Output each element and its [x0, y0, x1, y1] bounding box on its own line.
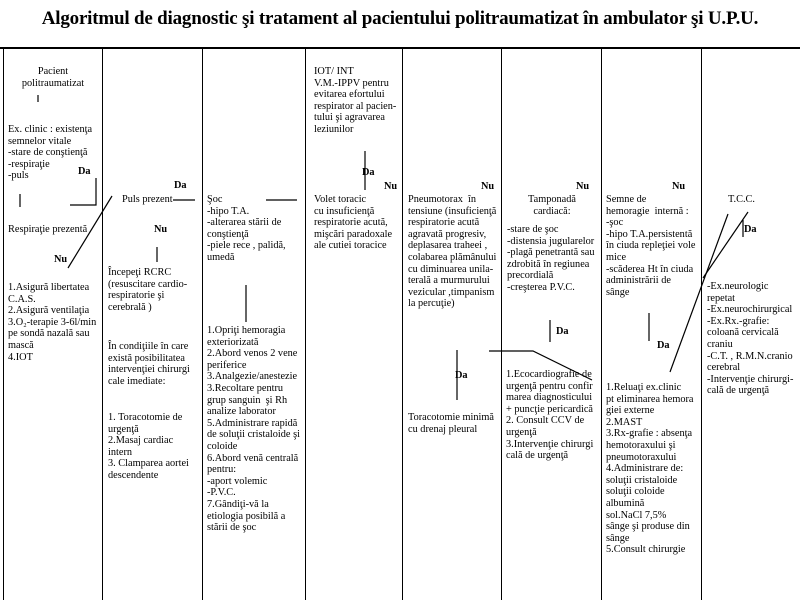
- tamponade-actions-text: 1.Ecocardiografie de urgenţă pentru confir marea diagnosticului + puncţie pericardică 2. Consult CCV de urgenţă 3.Intervenţie chirurgi cală de urgenţă: [506, 369, 594, 462]
- nu-label: Nu: [672, 181, 686, 192]
- da-label: Da: [556, 326, 569, 337]
- respiration-present-text: Respiraţie prezentă: [8, 224, 88, 235]
- clinical-exam-text: Ex. clinic : existenţa semnelor vitale -stare de conştienţă -respiraţie -puls: [8, 124, 93, 182]
- nu-label: Nu: [154, 224, 168, 235]
- nu-label: Nu: [481, 181, 495, 192]
- da-label: Da: [455, 370, 468, 381]
- surgical-actions-text: 1. Toracotomie de urgenţă 2.Masaj cardiac intern 3. Clamparea aortei descendente: [108, 412, 189, 481]
- da-label: Da: [744, 224, 757, 235]
- airway-actions-text: 1.Asigură libertatea C.A.S. 2.Asigură ventilaţia 3.O₂-terapie 3-6l/min pe sondă nazală sau mască 4.IOT: [8, 282, 97, 363]
- da-label: Da: [78, 166, 91, 177]
- tension-pneumothorax-text: Pneumotorax în tensiune (insuficienţă respiratorie acută agravată progresiv, deplasarea traheei , colabarea plămânului cu diminuarea unila- terală a murmurului vezicular ,timpanism la percuţie): [408, 194, 497, 310]
- nu-label: Nu: [384, 181, 398, 192]
- shock-signs-text: Şoc -hipo T.A. -alterarea stării de conştienţă -piele rece , palidă, umedă: [207, 194, 286, 263]
- patient-label: Pacient politraumatizat: [21, 66, 85, 89]
- tamponade-signs-text: -stare de şoc -distensia jugularelor -plagă penetrantă sau zdrobită în regiunea precordială -creşterea P.V.C.: [507, 224, 595, 293]
- flail-chest-text: Volet toracic cu insuficienţă respiratorie acută, mişcări paradoxale ale cutiei toracice: [314, 194, 393, 252]
- tbi-actions-text: -Ex.neurologic repetat -Ex.neurochirurgical -Ex.Rx.-grafie: coloană cervicală craniu -C.T. , R.M.N.cranio cerebral -Intervenţie chirurgi- cală de urgenţă: [707, 281, 794, 397]
- page-title: Algoritmul de diagnostic şi tratament al pacientului politraumatizat în ambulator şi U.P.U.: [41, 8, 759, 29]
- da-label: Da: [362, 167, 375, 178]
- shock-actions-text: 1.Opriţi hemoragia exteriorizată 2.Abord venos 2 vene periferice 3.Analgezie/anestezie 3.Recoltare pentru grup sanguin şi Rh analize laborator 5.Administrare rapidă de soluţii cristaloide şi coloide 6.Abord venă centrală pentru: -aport volemic -P.V.C. 7.Gândiţi-vă la etiologia posibilă a stării de şoc: [207, 325, 300, 534]
- nu-label: Nu: [54, 254, 68, 265]
- tamponade-title: Tamponadă cardiacă:: [528, 194, 576, 217]
- hemorrhage-actions-text: 1.Reluaţi ex.clinic pt eliminarea hemora giei externe 2.MAST 3.Rx-grafie : absenţa hemotoraxului şi pneumotoraxului 4.Administrare de: soluţii cristaloide soluţii coloide albumină sol.NaCl 7,5% sânge şi produse din sânge 5.Consult chirurgie: [606, 382, 694, 556]
- rcrc-text: Începeţi RCRC (resuscitare cardio- respiratorie şi cerebrală ): [108, 267, 188, 313]
- connector-line: [70, 178, 96, 205]
- pulse-present-text: Puls prezent: [122, 194, 173, 205]
- surgical-conditions-text: În condiţiile în care există posibilitatea intervenţiei chirurgi cale imediate:: [108, 341, 190, 387]
- da-label: Da: [174, 180, 187, 191]
- da-label: Da: [657, 340, 670, 351]
- internal-hemorrhage-text: Semne de hemoragie internă : -şoc -hipo T.A.persistentă în ciuda repleţiei vole mice -scăderea Ht în ciuda administrării de sânge: [606, 194, 696, 298]
- thoracotomy-action-text: Toracotomie minimă cu drenaj pleural: [408, 412, 494, 435]
- nu-label: Nu: [576, 181, 590, 192]
- tbi-label: T.C.C.: [728, 194, 755, 205]
- intubation-text: IOT/ INT V.M.-IPPV pentru evitarea efortului respirator al pacien- tului şi agravarea leziunilor: [314, 66, 397, 135]
